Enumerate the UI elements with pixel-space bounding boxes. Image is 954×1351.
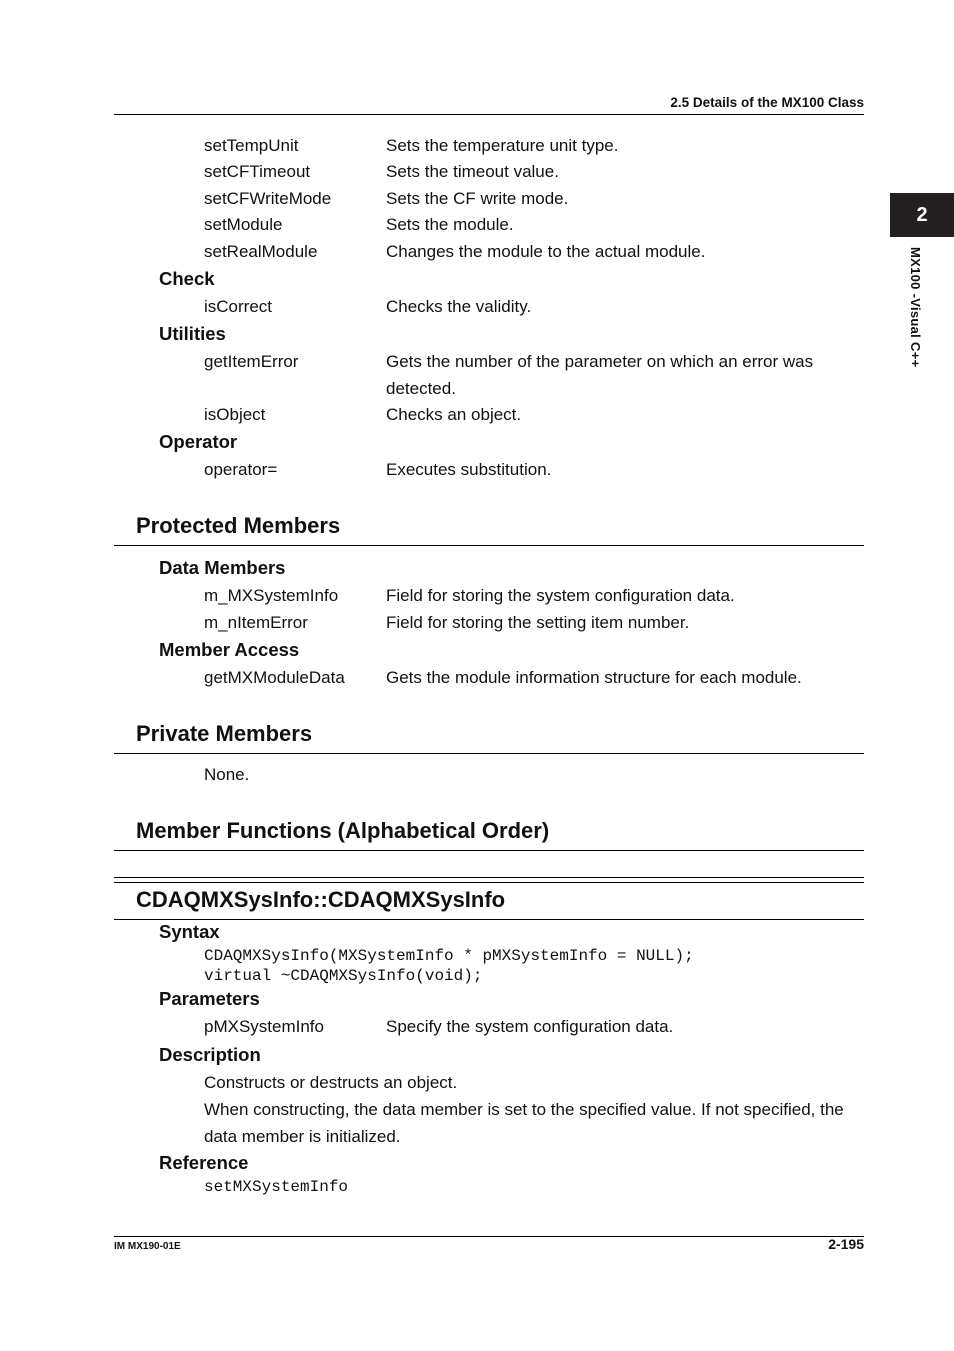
page-number: 2-195 <box>828 1236 864 1252</box>
subheading-data-members: Data Members <box>159 557 286 578</box>
member-name: m_MXSystemInfo <box>204 586 339 605</box>
member-name: setTempUnit <box>204 136 299 155</box>
subheading-utilities: Utilities <box>159 323 226 344</box>
member-desc: Checks the validity. <box>386 297 532 316</box>
member-desc: Gets the number of the parameter on which an error was detected. <box>386 352 814 398</box>
description-line: Constructs or destructs an object. <box>204 1073 458 1092</box>
member-name: operator= <box>204 460 278 479</box>
section-title-member-functions: Member Functions (Alphabetical Order) <box>136 818 550 843</box>
section-rule <box>114 850 864 851</box>
running-header: 2.5 Details of the MX100 Class <box>670 95 864 110</box>
reference-link: setMXSystemInfo <box>204 1178 349 1196</box>
member-desc: Field for storing the setting item number. <box>386 613 690 632</box>
member-name: getMXModuleData <box>204 668 345 687</box>
function-double-rule-bottom <box>114 882 864 883</box>
member-desc: Sets the temperature unit type. <box>386 136 619 155</box>
subheading-syntax: Syntax <box>159 921 220 942</box>
function-double-rule-top <box>114 877 864 878</box>
parameter-desc: Specify the system configuration data. <box>386 1017 674 1036</box>
member-desc: Checks an object. <box>386 405 522 424</box>
section-title-protected: Protected Members <box>136 513 341 538</box>
member-name: isCorrect <box>204 297 273 316</box>
subheading-member-access: Member Access <box>159 639 300 660</box>
subheading-check: Check <box>159 268 215 289</box>
subheading-description: Description <box>159 1044 261 1065</box>
syntax-line: virtual ~CDAQMXSysInfo(void); <box>204 967 483 985</box>
chapter-tab: 2 <box>890 193 954 237</box>
member-name: m_nItemError <box>204 613 308 632</box>
syntax-line: CDAQMXSysInfo(MXSystemInfo * pMXSystemInfo = NULL); <box>204 947 694 965</box>
subheading-reference: Reference <box>159 1152 249 1173</box>
section-rule <box>114 545 864 546</box>
member-name: setRealModule <box>204 242 318 261</box>
section-title-private: Private Members <box>136 721 313 746</box>
private-none-text: None. <box>204 765 250 784</box>
section-rule <box>114 753 864 754</box>
header-rule <box>114 114 864 115</box>
chapter-tab-title: MX100 -Visual C++ <box>908 247 923 368</box>
function-title: CDAQMXSysInfo::CDAQMXSysInfo <box>136 887 506 912</box>
member-desc: Executes substitution. <box>386 460 552 479</box>
member-desc: Sets the timeout value. <box>386 162 559 181</box>
function-rule <box>114 919 864 920</box>
member-name: getItemError <box>204 352 299 371</box>
subheading-operator: Operator <box>159 431 238 452</box>
parameter-name: pMXSystemInfo <box>204 1017 324 1036</box>
member-desc: Field for storing the system configuration data. <box>386 586 735 605</box>
document-id: IM MX190-01E <box>114 1241 181 1252</box>
member-name: isObject <box>204 405 266 424</box>
description-line: When constructing, the data member is set to the specified value. If not specified, the data member is initialized. <box>204 1100 844 1146</box>
member-name: setCFWriteMode <box>204 189 332 208</box>
member-name: setCFTimeout <box>204 162 311 181</box>
member-desc: Sets the module. <box>386 215 514 234</box>
subheading-parameters: Parameters <box>159 988 260 1009</box>
member-desc: Sets the CF write mode. <box>386 189 569 208</box>
member-name: setModule <box>204 215 283 234</box>
member-desc: Changes the module to the actual module. <box>386 242 706 261</box>
member-desc: Gets the module information structure for each module. <box>386 668 802 687</box>
